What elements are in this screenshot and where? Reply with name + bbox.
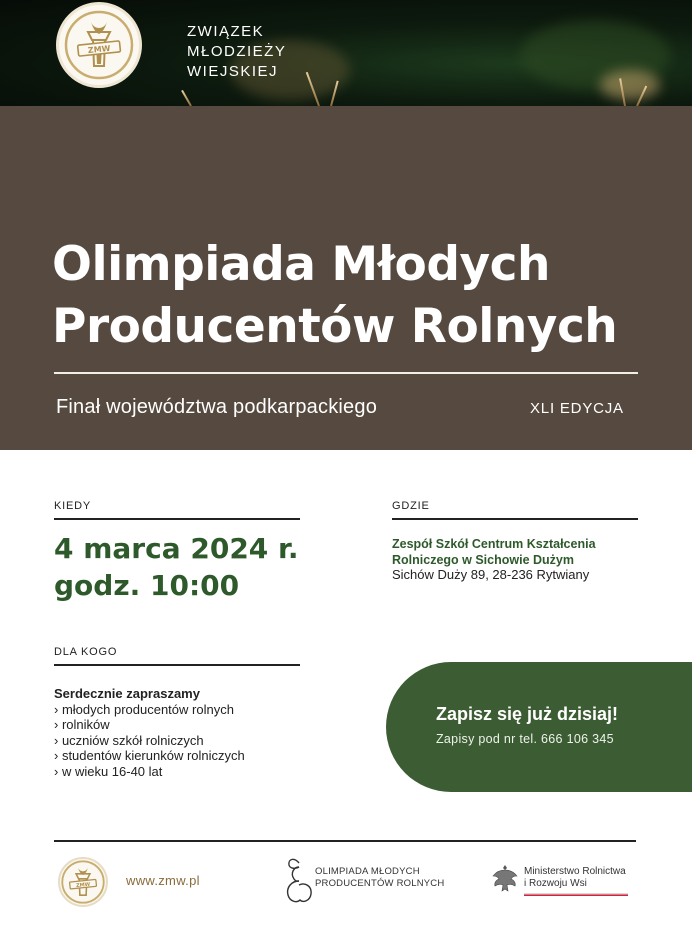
where-label: GDZIE — [392, 500, 430, 512]
omp-logo-text — [315, 866, 444, 890]
ministry-line-1: Ministerstwo Rolnictwa — [524, 866, 626, 877]
signup-phone: Zapisy pod nr tel. 666 106 345 — [436, 732, 614, 746]
event-datetime — [54, 530, 298, 604]
for-whom-label: DLA KOGO — [54, 646, 118, 658]
list-item: › studentów kierunków rolniczych — [54, 748, 245, 764]
svg-text:ZMW: ZMW — [75, 881, 91, 890]
list-item: › w wieku 16-40 lat — [54, 763, 163, 779]
venue-name — [392, 536, 652, 568]
footer-divider — [54, 840, 636, 842]
venue-name-line-1: Zespół Szkół Centrum Kształcenia — [392, 537, 596, 551]
zmw-torch-logo-small-icon — [61, 860, 105, 904]
when-label: KIEDY — [54, 500, 92, 512]
list-item: › rolników — [54, 717, 110, 733]
page-title — [52, 234, 652, 358]
omp-line-1: OLIMPIADA MŁODYCH — [315, 866, 420, 877]
where-divider — [392, 518, 638, 520]
edition-label: XLI EDYCJA — [530, 400, 624, 417]
for-whom-divider — [54, 664, 300, 666]
ministry-name — [524, 866, 626, 890]
footer-zmw-logo — [58, 857, 108, 907]
zmw-logo — [56, 2, 142, 88]
list-item: › uczniów szkół rolniczych — [54, 732, 204, 748]
org-name-line-3: WIEJSKIEJ — [187, 63, 279, 80]
website-link[interactable]: www.zmw.pl — [126, 873, 200, 888]
org-name-line-1: ZWIĄZEK — [187, 23, 265, 40]
event-time: godz. 10:00 — [54, 569, 240, 602]
venue-name-line-2: Rolniczego w Sichowie Dużym — [392, 553, 574, 567]
audience-list — [54, 686, 245, 780]
title-line-2: Producentów Rolnych — [52, 299, 618, 354]
ministry-line-2: i Rozwoju Wsi — [524, 878, 587, 889]
signup-title: Zapisz się już dzisiaj! — [436, 704, 619, 724]
list-item: › młodych producentów rolnych — [54, 701, 234, 717]
omp-line-2: PRODUCENTÓW ROLNYCH — [315, 878, 445, 889]
svg-text:ZMW: ZMW — [87, 43, 111, 56]
ministry-flag-stripe — [524, 893, 628, 896]
hero-panel — [0, 106, 692, 450]
audience-lead: Serdecznie zapraszamy — [54, 686, 200, 701]
when-divider — [54, 518, 300, 520]
signup-banner — [386, 662, 692, 792]
organization-name — [187, 22, 286, 82]
polish-eagle-icon — [490, 862, 520, 894]
title-line-1: Olimpiada Młodych — [52, 237, 550, 292]
event-date: 4 marca 2024 r. — [54, 532, 299, 565]
zmw-torch-logo-icon — [64, 10, 134, 80]
venue-address: Sichów Duży 89, 28-236 Rytwiany — [392, 567, 590, 582]
page-subtitle: Finał województwa podkarpackiego — [56, 396, 378, 418]
title-divider — [54, 372, 638, 374]
omp-apple-logo-icon — [284, 855, 314, 905]
org-name-line-2: MŁODZIEŻY — [187, 43, 287, 60]
